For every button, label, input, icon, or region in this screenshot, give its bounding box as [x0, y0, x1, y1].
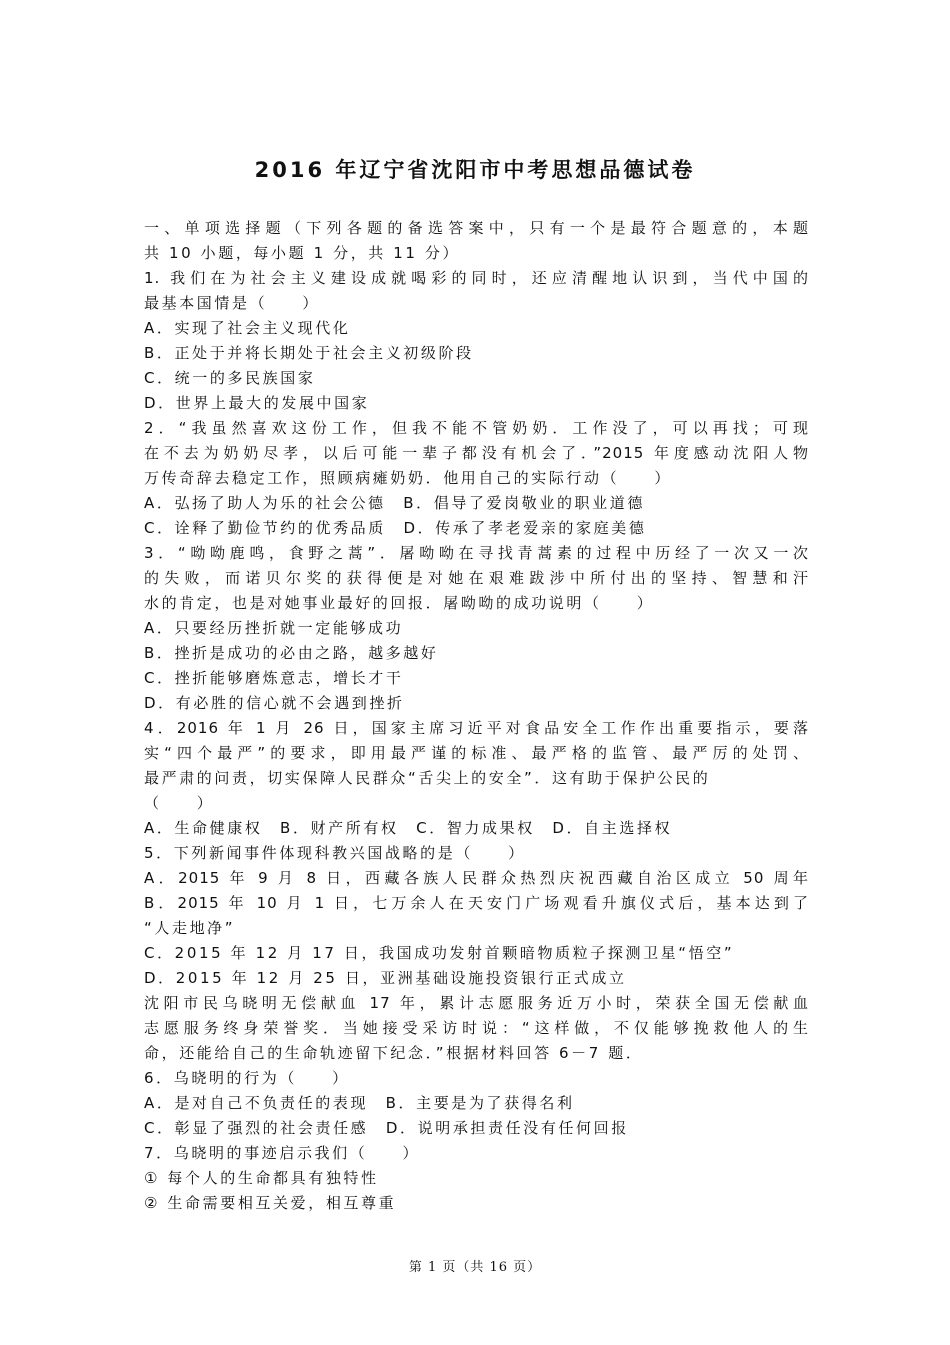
text-line: 6．乌晓明的行为（ ）: [144, 1069, 350, 1087]
text-line: （ ）: [144, 794, 215, 812]
text-line: B．挫折是成功的必由之路，越多越好: [144, 644, 439, 662]
text-line: C．统一的多民族国家: [144, 369, 316, 387]
text-line: 水的肯定，也是对她事业最好的回报．屠呦呦的成功说明（ ）: [144, 594, 655, 612]
text-line: B．2015 年 10 月 1 日，七万余人在天安门广场观看升旗仪式后，基本达到了: [144, 894, 809, 912]
text-line: 7．乌晓明的事迹启示我们（ ）: [144, 1144, 421, 1162]
text-line: C．2015 年 12 月 17 日，我国成功发射首颗暗物质粒子探测卫星“悟空”: [144, 944, 735, 962]
text-line: A．生命健康权 B．财产所有权 C．智力成果权 D．自主选择权: [144, 819, 673, 837]
text-line: 最严肃的问责，切实保障人民群众“舌尖上的安全”．这有助于保护公民的: [144, 769, 711, 787]
text-line: 志愿服务终身荣誉奖．当她接受采访时说：“这样做，不仅能够挽救他人的生: [144, 1019, 809, 1037]
text-line: A．弘扬了助人为乐的社会公德 B．倡导了爱岗敬业的职业道德: [144, 494, 645, 512]
text-line: 一、单项选择题（下列各题的备选答案中，只有一个是最符合题意的，本题: [144, 219, 809, 237]
text-line: 3．“呦呦鹿鸣，食野之蒿”．屠呦呦在寻找青蒿素的过程中历经了一次又一次: [144, 544, 809, 562]
text-line: 最基本国情是（ ）: [144, 294, 321, 312]
text-line: C．彰显了强烈的社会责任感 D．说明承担责任没有任何回报: [144, 1119, 629, 1137]
text-line: A．是对自己不负责任的表现 B．主要是为了获得名利: [144, 1094, 575, 1112]
text-line: 2．“我虽然喜欢这份工作，但我不能不管奶奶．工作没了，可以再找；可现: [144, 419, 809, 437]
text-line: 5．下列新闻事件体现科教兴国战略的是（ ）: [144, 844, 526, 862]
text-line: 4．2016 年 1 月 26 日，国家主席习近平对食品安全工作作出重要指示，要落: [144, 719, 809, 737]
text-line: D．有必胜的信心就不会遇到挫折: [144, 694, 405, 712]
text-line: ② 生命需要相互关爱，相互尊重: [144, 1194, 397, 1212]
text-line: A．2015 年 9 月 8 日，西藏各族人民群众热烈庆祝西藏自治区成立 50 周年: [144, 869, 809, 887]
text-line: “人走地净”: [144, 919, 236, 937]
text-line: D．世界上最大的发展中国家: [144, 394, 370, 412]
text-line: B．正处于并将长期处于社会主义初级阶段: [144, 344, 474, 362]
text-line: 沈阳市民乌晓明无偿献血 17 年，累计志愿服务近万小时，荣获全国无偿献血: [144, 994, 809, 1012]
text-line: 1. 我们在为社会主义建设成就喝彩的同时，还应清醒地认识到，当代中国的: [144, 269, 809, 287]
text-line: ① 每个人的生命都具有独特性: [144, 1169, 379, 1187]
text-line: D．2015 年 12 月 25 日，亚洲基础设施投资银行正式成立: [144, 969, 627, 987]
document-body: [144, 216, 809, 1216]
text-line: C．诠释了勤俭节约的优秀品质 D．传承了孝老爱亲的家庭美德: [144, 519, 647, 537]
text-line: 在不去为奶奶尽孝，以后可能一辈子都没有机会了．”2015 年度感动沈阳人物: [144, 444, 809, 462]
text-line: 实“四个最严”的要求，即用最严谨的标准、最严格的监管、最严厉的处罚、: [144, 744, 809, 762]
text-line: C．挫折能够磨炼意志，增长才干: [144, 669, 404, 687]
text-line: A．实现了社会主义现代化: [144, 319, 351, 337]
text-line: 共 10 小题，每小题 1 分，共 11 分）: [144, 244, 461, 262]
page-footer: 第 1 页（共 16 页）: [408, 1260, 542, 1275]
text-line: 命，还能给自己的生命轨迹留下纪念．”根据材料回答 6－7 题．: [144, 1044, 644, 1062]
text-line: 万传奇辞去稳定工作，照顾病瘫奶奶．他用自己的实际行动（ ）: [144, 469, 673, 487]
page-title: 2016 年辽宁省沈阳市中考思想品德试卷: [254, 158, 696, 182]
text-line: A．只要经历挫折就一定能够成功: [144, 619, 404, 637]
text-line: 的失败，而诺贝尔奖的获得便是对她在艰难跋涉中所付出的坚持、智慧和汗: [144, 569, 809, 587]
